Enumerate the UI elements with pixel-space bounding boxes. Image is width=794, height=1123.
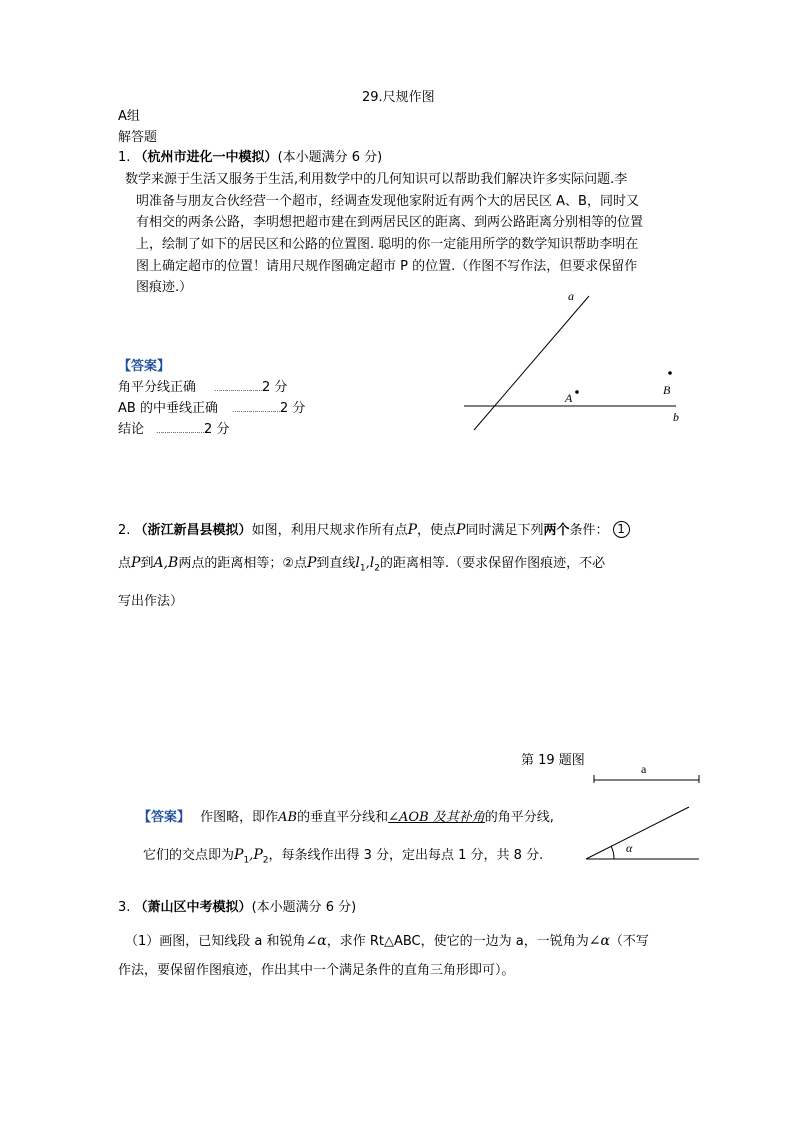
q1-number: 1. — [118, 150, 131, 165]
answer-row-dots: …………………… — [214, 385, 263, 393]
q1-text-line: 图上确定超市的位置！请用尺规作图确定超市 P 的位置.（作图不写作法，但要求保留作 — [136, 259, 638, 274]
math-subscript: 2 — [262, 855, 269, 866]
math-l: l — [369, 555, 375, 571]
segment-a-label: a — [641, 762, 647, 776]
q2-text: 两点的距离相等；②点 — [178, 556, 307, 571]
q2-figure-label: 第 19 题图 — [521, 753, 585, 768]
math-P: P — [253, 847, 263, 863]
math-angle-alpha: ∠α — [588, 933, 610, 949]
answer-row-score: 2 分 — [204, 422, 230, 437]
math-subscript: 2 — [374, 563, 380, 574]
math-angle-alpha: ∠α — [305, 933, 327, 949]
page-title: 29.尺规作图 — [362, 90, 435, 105]
q2-answer-text: 作图略，即作 — [200, 810, 279, 825]
q3-text: （1）画图，已知线段 a 和锐角 — [125, 934, 306, 949]
q1-text-line: 图痕迹.） — [136, 280, 193, 295]
answer-row-text: 结论 — [118, 422, 145, 437]
angle-upper-ray — [586, 807, 689, 859]
q1-text-line: 有相交的两条公路，李明想把超市建在到两居民区的距离、到两公路距离分别相等的位置 — [136, 215, 644, 230]
q1-text-line: 明准备与朋友合伙经营一个超市，经调查发现他家附近有两个大的居民区 A、B，同时又 — [136, 194, 639, 209]
q2-source: （浙江新昌县模拟） — [134, 523, 252, 538]
math-l: l — [355, 555, 360, 571]
q2-number: 2. — [118, 523, 131, 538]
q2-text: 条件： — [569, 523, 609, 538]
q3-line-1 — [125, 934, 649, 948]
q2-answer-text: ，每条线作出得 3 分，定出每点 1 分，共 8 分. — [268, 848, 544, 863]
q3-header — [118, 901, 356, 914]
math-comma: , — [365, 556, 370, 571]
q3-source: （萧山区中考模拟） — [134, 900, 252, 915]
math-P: P — [234, 847, 244, 863]
math-angle-aob: ∠AOB 及其补角 — [388, 810, 485, 825]
math-AB: AB — [278, 810, 298, 825]
road-a-label: a — [568, 289, 574, 303]
q2-text: 点 — [118, 556, 132, 571]
q2-bold-text: 两个 — [543, 523, 570, 538]
q3-text: ，求作 Rt△ABC，使它的一边为 a，一锐角为 — [326, 934, 589, 949]
q2-text: 的距离相等.（要求保留作图痕迹，不必 — [379, 556, 606, 571]
answer-row-text: 角平分线正确 — [118, 380, 197, 395]
q2-text: ，使点 — [417, 523, 457, 538]
section-label: 解答题 — [118, 130, 158, 145]
answer-row-score: 2 分 — [262, 380, 288, 395]
q2-text: 同时满足下列 — [465, 523, 544, 538]
group-label: A组 — [118, 109, 140, 124]
answer-row-dots: …………………… — [231, 406, 280, 414]
math-AB: A,B — [153, 555, 179, 571]
q1-answer-label: 【答案】 — [118, 359, 171, 374]
q3-text: （不写 — [609, 934, 649, 949]
q2-text: 到直线 — [316, 556, 356, 571]
math-subscript: 1 — [359, 563, 366, 574]
q1-text-line: 数学来源于生活又服务于生活,利用数学中的几何知识可以帮助我们解决许多实际问题.李 — [125, 172, 628, 187]
point-b-label: B — [663, 383, 671, 397]
road-b-label: b — [673, 410, 679, 424]
q2-text: 到 — [140, 556, 154, 571]
math-P: P — [306, 555, 317, 571]
angle-alpha-label: α — [626, 841, 633, 855]
q3-line-2: 作法，要保留作图痕迹，作出其中一个满足条件的直角三角形即可）。 — [118, 963, 515, 978]
q2-answer-text: 的角平分线, — [484, 810, 554, 825]
q1-source: （杭州市进化一中模拟） — [134, 150, 278, 165]
q2-text: 如图，利用尺规求作所有点 — [251, 523, 408, 538]
q1-text-line: 上，绘制了如下的居民区和公路的位置图. 聪明的你一定能用所学的数学知识帮助李明在 — [136, 237, 639, 252]
answer-row-dots: …………………… — [156, 427, 205, 435]
q2-answer-text: 它们的交点即为 — [143, 848, 235, 863]
q2-answer-label: 【答案】 — [138, 810, 191, 825]
q2-line-3: 写出作法） — [118, 594, 184, 609]
math-subscript: 1 — [243, 855, 250, 866]
answer-row-text: AB 的中垂线正确 — [118, 401, 218, 416]
angle-arc — [611, 846, 614, 859]
q3-score: (本小题满分 6 分) — [251, 900, 357, 915]
q1-score: (本小题满分 6 分) — [277, 150, 383, 165]
answer-row-score: 2 分 — [279, 401, 306, 416]
circled-number-1: 1 — [613, 521, 630, 538]
math-P: P — [407, 522, 417, 538]
point-a-label: A — [565, 391, 573, 405]
math-P: P — [456, 522, 466, 538]
q2-answer-text: 的垂直平分线和 — [297, 810, 389, 825]
math-P: P — [131, 555, 141, 571]
math-comma: , — [249, 848, 254, 863]
q3-number: 3. — [118, 900, 131, 915]
